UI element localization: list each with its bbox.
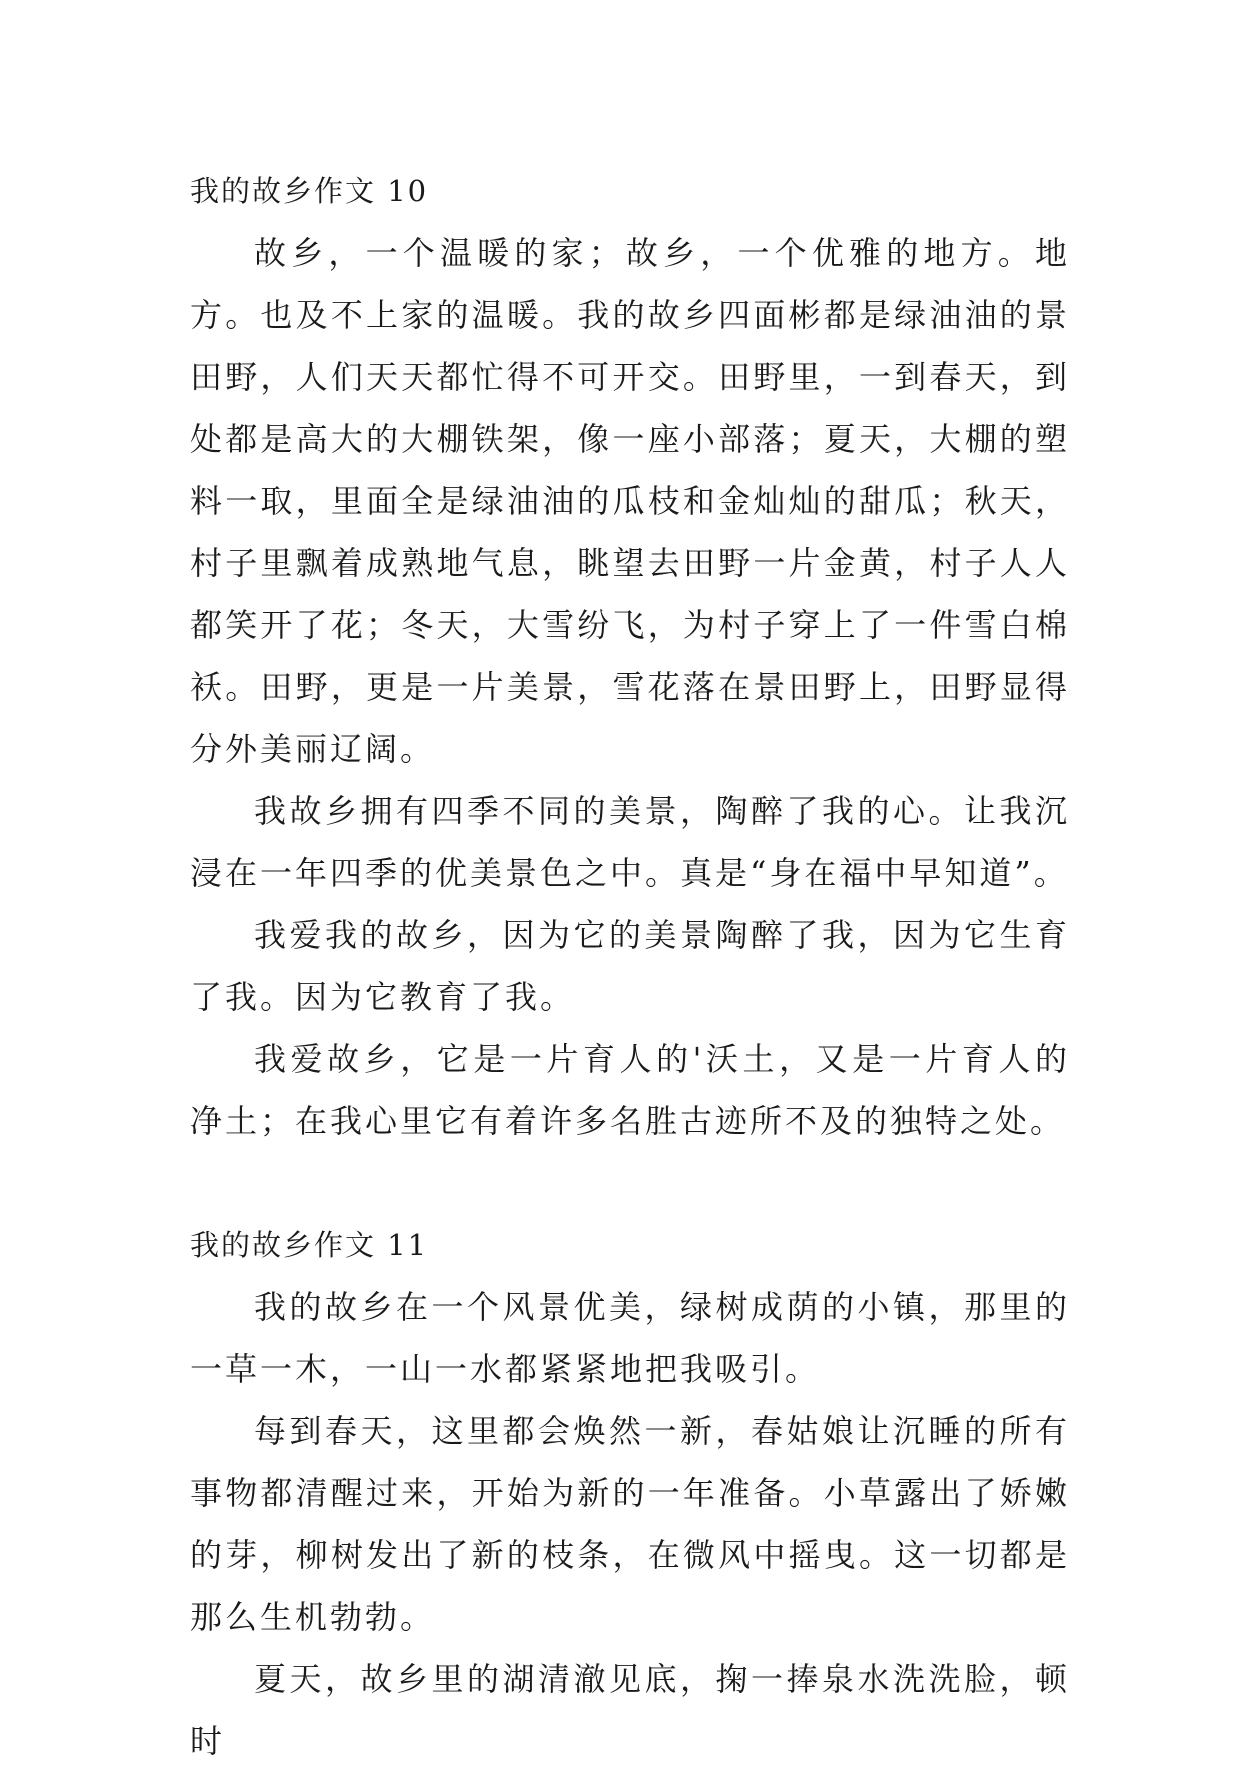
- essay-section-10: [190, 160, 1070, 1152]
- essay-title: 我的故乡作文 10: [190, 174, 429, 208]
- paragraph: 我爱我的故乡，因为它的美景陶醉了我，因为它生育了我。因为它教育了我。: [190, 916, 1070, 1016]
- document-body: [190, 160, 1070, 1772]
- paragraph: 夏天，故乡里的湖清澈见底，掬一捧泉水洗洗脸，顿时: [190, 1660, 1070, 1760]
- essay-title: 我的故乡作文 11: [190, 1228, 429, 1262]
- paragraph: 我的故乡在一个风景优美，绿树成荫的小镇，那里的一草一木，一山一水都紧紧地把我吸引。: [190, 1288, 1070, 1388]
- paragraph: 我爱故乡，它是一片育人的'沃土，又是一片育人的净土；在我心里它有着许多名胜古迹所不及的独特之处。: [190, 1040, 1070, 1140]
- essay-section-11: [190, 1214, 1070, 1772]
- paragraph: 我故乡拥有四季不同的美景，陶醉了我的心。让我沉浸在一年四季的优美景色之中。真是“身在福中早知道”。: [190, 792, 1070, 892]
- paragraph: 故乡，一个温暖的家；故乡，一个优雅的地方。地方。也及不上家的温暖。我的故乡四面彬都是绿油油的景田野，人们天天都忙得不可开交。田野里，一到春天，到处都是高大的大棚铁架，像一座小部落；夏天，大棚的塑料一取，里面全是绿油油的瓜枝和金灿灿的甜瓜；秋天，村子里飘着成熟地气息，眺望去田野一片金黄，村子人人都笑开了花；冬天，大雪纷飞，为村子穿上了一件雪白棉袄。田野，更是一片美景，雪花落在景田野上，田野显得分外美丽辽阔。: [190, 234, 1070, 768]
- paragraph: 每到春天，这里都会焕然一新，春姑娘让沉睡的所有事物都清醒过来，开始为新的一年准备。小草露出了娇嫩的芽，柳树发出了新的枝条，在微风中摇曳。这一切都是那么生机勃勃。: [190, 1412, 1070, 1636]
